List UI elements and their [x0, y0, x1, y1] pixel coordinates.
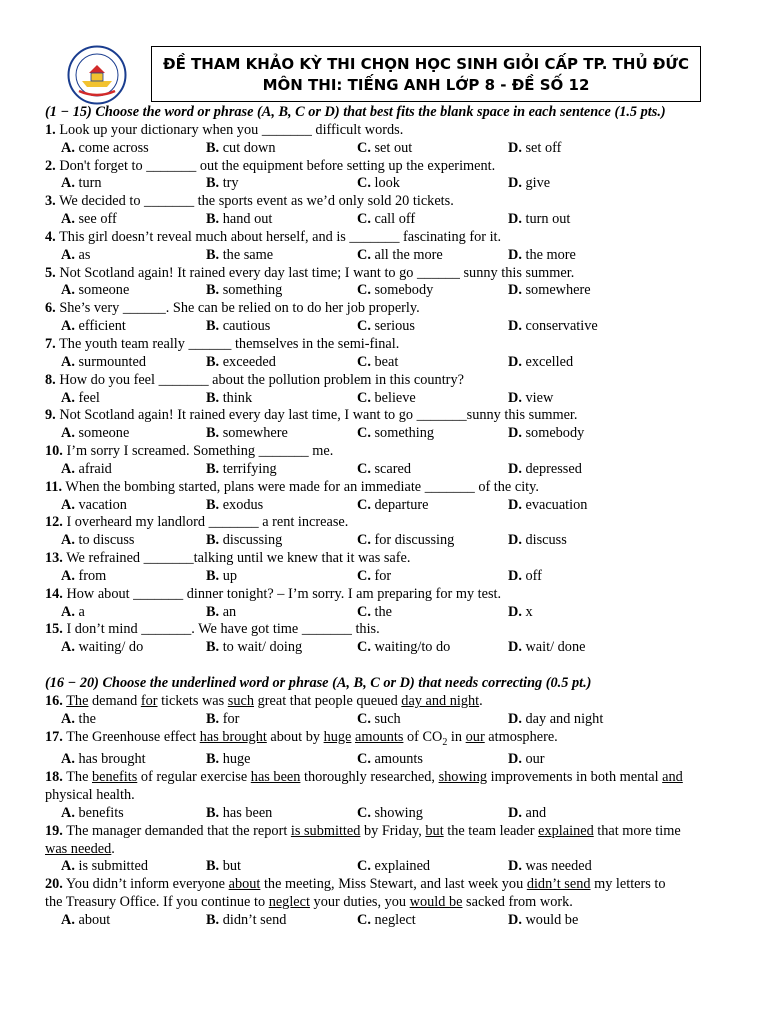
option-c[interactable]: C. amounts: [357, 751, 423, 768]
answer-options: [45, 211, 724, 229]
option-b[interactable]: B. cautious: [206, 318, 271, 335]
option-a[interactable]: A. surmounted: [61, 353, 146, 370]
option-a[interactable]: A. from: [61, 567, 107, 584]
exam-title: ĐỀ THAM KHẢO KỲ THI CHỌN HỌC SINH GIỎI CẤP TP. THỦ ĐỨC: [163, 55, 689, 73]
option-a[interactable]: A. to discuss: [61, 532, 135, 549]
question-number: 9.: [45, 407, 56, 424]
option-d[interactable]: D. our: [508, 751, 545, 768]
question-text: How about _______ dinner tonight? – I’m sorry. I am preparing for my test.: [66, 585, 502, 602]
answer-options: [45, 639, 724, 657]
option-c[interactable]: C. all the more: [357, 246, 443, 263]
underlined-option-b: for: [140, 693, 158, 709]
option-a[interactable]: A. has brought: [61, 751, 146, 768]
underlined-option-c: showing: [438, 769, 488, 786]
section1-instruction: (1 − 15) Choose the word or phrase (A, B, C or D) that best fits the blank space in each sentence (1.5 pts.): [45, 104, 666, 120]
question-19: 19. The manager demanded that the report is submitted by Friday, but the team leader explained that more time: [45, 822, 681, 839]
answer-options: [45, 751, 724, 769]
underlined-option-d: was needed: [45, 840, 112, 857]
option-d[interactable]: D. and: [508, 804, 547, 821]
answer-options: [45, 318, 724, 336]
answer-options: [45, 912, 724, 930]
option-d[interactable]: D. turn out: [508, 211, 571, 228]
option-d[interactable]: D. x: [508, 603, 533, 620]
underlined-option-d: and: [662, 769, 683, 786]
option-c[interactable]: C. believe: [357, 389, 416, 406]
exam-subtitle: MÔN THI: TIẾNG ANH LỚP 8 - ĐỀ SỐ 12: [262, 76, 590, 94]
answer-options: [45, 568, 724, 586]
option-b[interactable]: B. hand out: [206, 211, 273, 228]
option-c[interactable]: C. set out: [357, 139, 413, 156]
question-9: [45, 407, 724, 425]
option-b[interactable]: B. to wait/ doing: [206, 639, 303, 656]
question-text: We refrained _______talking until we knew that it was safe.: [66, 550, 411, 567]
question-text: We decided to _______ the sports event as we’d only sold 20 tickets.: [59, 193, 454, 210]
option-b[interactable]: B. but: [206, 858, 241, 875]
option-b[interactable]: B. huge: [206, 751, 251, 768]
option-d[interactable]: D. set off: [508, 139, 562, 156]
option-b[interactable]: B. something: [206, 282, 283, 299]
question-text: Don't forget to _______ out the equipment before setting up the experiment.: [59, 157, 496, 174]
question-text: I’m sorry I screamed. Something _______ me.: [66, 443, 334, 460]
option-c[interactable]: C. beat: [357, 353, 399, 370]
option-d[interactable]: D. day and night: [508, 710, 604, 727]
answer-options: [45, 461, 724, 479]
question-14: [45, 586, 724, 604]
question-text: Not Scotland again! It rained every day last time, I want to go _______sunny this summer.: [59, 407, 578, 424]
option-a[interactable]: A. afraid: [61, 460, 112, 477]
question-number: 17.: [45, 728, 63, 745]
question-2: [45, 158, 724, 176]
option-c[interactable]: C. the: [357, 603, 392, 620]
option-b[interactable]: B. cut down: [206, 139, 276, 156]
option-d[interactable]: D. give: [508, 175, 551, 192]
answer-options: [45, 140, 724, 158]
underlined-option-c: neglect: [268, 894, 310, 911]
option-d[interactable]: D. view: [508, 389, 554, 406]
option-c[interactable]: C. showing: [357, 804, 423, 821]
option-d[interactable]: D. off: [508, 567, 542, 584]
option-b[interactable]: B. somewhere: [206, 425, 288, 442]
underlined-option-a: has brought: [199, 728, 267, 745]
option-b[interactable]: B. an: [206, 603, 237, 620]
option-a[interactable]: A. turn: [61, 175, 102, 192]
question-19-continued: was needed.: [45, 840, 115, 857]
answer-options: [45, 282, 724, 300]
answer-options: [45, 425, 724, 443]
question-18-continued: physical health.: [45, 787, 135, 804]
option-c[interactable]: C. for: [357, 567, 392, 584]
question-12: [45, 514, 724, 532]
question-number: 2.: [45, 157, 56, 174]
question-18: 18. The benefits of regular exercise has been thoroughly researched, showing improvements in both mental and: [45, 769, 683, 786]
option-d[interactable]: D. conservative: [508, 318, 598, 335]
option-d[interactable]: D. evacuation: [508, 496, 588, 513]
question-text: I overheard my landlord _______ a rent increase.: [66, 514, 349, 531]
question-20-continued: the Treasury Office. If you continue to neglect your duties, you would be sacked from work.: [45, 894, 573, 911]
underlined-option-d: our: [465, 728, 485, 745]
question-20: 20. You didn’t inform everyone about the meeting, Miss Stewart, and last week you didn’t send my letters to: [45, 876, 666, 893]
answer-options: [45, 354, 724, 372]
option-a[interactable]: A. see off: [61, 211, 117, 228]
option-a[interactable]: A. vacation: [61, 496, 127, 513]
option-b[interactable]: B. has been: [206, 804, 273, 821]
question-number: 12.: [45, 514, 63, 531]
question-number: 14.: [45, 585, 63, 602]
option-c[interactable]: C. explained: [357, 858, 431, 875]
question-17: 17. The Greenhouse effect has brought about by huge amounts of $CO_2$ in our atmosphere.: [45, 728, 558, 748]
exam-title-box: [151, 46, 701, 102]
question-10: [45, 443, 724, 461]
answer-options: [45, 805, 724, 823]
question-number: 8.: [45, 371, 56, 388]
question-15: [45, 621, 724, 639]
question-6: [45, 300, 724, 318]
underlined-option-b: didn’t send: [526, 876, 591, 893]
underlined-option-a: benefits: [92, 769, 138, 786]
option-c[interactable]: C. something: [357, 425, 435, 442]
underlined-option-c: such: [227, 693, 255, 709]
option-b[interactable]: B. didn’t send: [206, 911, 287, 928]
option-a[interactable]: A. a: [61, 603, 85, 620]
option-d[interactable]: D. wait/ done: [508, 639, 586, 656]
question-text: The youth team really ______ themselves in the semi-final.: [59, 335, 400, 352]
question-16: 16. The demand for tickets was such great that people queued day and night.: [45, 693, 483, 709]
answer-options: [45, 497, 724, 515]
option-b[interactable]: B. try: [206, 175, 239, 192]
option-a[interactable]: A. is submitted: [61, 858, 148, 875]
answer-options: [45, 858, 724, 876]
option-c[interactable]: C. look: [357, 175, 400, 192]
question-text: When the bombing started, plans were made for an immediate _______ of the city.: [65, 478, 539, 495]
option-a[interactable]: A. the: [61, 710, 96, 727]
question-number: 13.: [45, 550, 63, 567]
option-b[interactable]: B. the same: [206, 246, 274, 263]
option-b[interactable]: B. terrifying: [206, 460, 277, 477]
answer-options: [45, 711, 724, 729]
option-d[interactable]: D. discuss: [508, 532, 567, 549]
question-text: Look up your dictionary when you _______ difficult words.: [59, 121, 404, 138]
option-d[interactable]: D. somebody: [508, 425, 585, 442]
underlined-option-c: explained: [538, 822, 594, 839]
option-a[interactable]: A. about: [61, 911, 111, 928]
option-a[interactable]: A. someone: [61, 282, 130, 299]
answer-options: [45, 247, 724, 265]
question-number: 11.: [45, 478, 63, 495]
answer-options: [45, 390, 724, 408]
option-d[interactable]: D. excelled: [508, 353, 574, 370]
question-number: 18.: [45, 769, 63, 786]
question-11: [45, 479, 724, 497]
question-1: [45, 122, 724, 140]
question-number: 4.: [45, 228, 56, 245]
option-b[interactable]: B. think: [206, 389, 253, 406]
question-5: [45, 265, 724, 283]
question-number: 7.: [45, 335, 56, 352]
question-text: Not Scotland again! It rained every day last time; I want to go ______ sunny this summer.: [59, 264, 575, 281]
question-number: 19.: [45, 822, 63, 839]
question-3: [45, 193, 724, 211]
option-b[interactable]: B. exceeded: [206, 353, 276, 370]
option-c[interactable]: C. such: [357, 710, 401, 727]
option-d[interactable]: D. the more: [508, 246, 576, 263]
underlined-option-b: has been: [250, 769, 301, 786]
option-a[interactable]: A. come across: [61, 139, 149, 156]
option-b[interactable]: B. discussing: [206, 532, 283, 549]
school-logo: [67, 45, 127, 105]
option-c[interactable]: C. scared: [357, 460, 411, 477]
question-number: 5.: [45, 264, 56, 281]
option-b[interactable]: B. exodus: [206, 496, 264, 513]
question-text: This girl doesn’t reveal much about herself, and is _______ fascinating for it.: [59, 228, 502, 245]
option-a[interactable]: A. feel: [61, 389, 100, 406]
question-text: How do you feel _______ about the pollution problem in this country?: [59, 371, 464, 388]
question-number: 20.: [45, 876, 63, 893]
underlined-option-b: huge: [323, 728, 352, 745]
exam-content: [45, 104, 724, 930]
option-d[interactable]: D. would be: [508, 911, 579, 928]
option-a[interactable]: A. someone: [61, 425, 130, 442]
question-text: I don’t mind _______. We have got time _______ this.: [66, 621, 380, 638]
option-a[interactable]: A. waiting/ do: [61, 639, 144, 656]
option-c[interactable]: C. somebody: [357, 282, 434, 299]
question-text: She’s very ______. She can be relied on to do her job properly.: [59, 300, 420, 317]
option-c[interactable]: C. neglect: [357, 911, 416, 928]
option-c[interactable]: C. waiting/to do: [357, 639, 451, 656]
question-number: 6.: [45, 300, 56, 317]
question-number: 16.: [45, 693, 63, 709]
option-c[interactable]: C. serious: [357, 318, 415, 335]
question-7: [45, 336, 724, 354]
answer-options: [45, 532, 724, 550]
question-4: [45, 229, 724, 247]
question-number: 15.: [45, 621, 63, 638]
underlined-option-a: The: [66, 693, 89, 709]
option-a[interactable]: A. efficient: [61, 318, 126, 335]
option-d[interactable]: D. was needed: [508, 858, 592, 875]
underlined-option-d: day and night: [401, 693, 480, 709]
question-number: 10.: [45, 443, 63, 460]
underlined-option-b: but: [425, 822, 444, 839]
question-number: 3.: [45, 193, 56, 210]
section2-instruction: (16 − 20) Choose the underlined word or phrase (A, B, C or D) that needs correcting (0.5 pt.): [45, 675, 592, 692]
option-a[interactable]: A. benefits: [61, 804, 124, 821]
option-b[interactable]: B. for: [206, 710, 240, 727]
question-13: [45, 550, 724, 568]
option-d[interactable]: D. somewhere: [508, 282, 591, 299]
section1-questions: [45, 122, 724, 657]
question-number: 1.: [45, 121, 56, 138]
underlined-option-a: about: [228, 876, 261, 893]
underlined-option-a: is submitted: [290, 822, 361, 839]
answer-options: [45, 604, 724, 622]
underlined-option-d: would be: [409, 894, 463, 911]
answer-options: [45, 175, 724, 193]
option-b[interactable]: B. up: [206, 567, 237, 584]
option-c[interactable]: C. for discussing: [357, 532, 455, 549]
option-c[interactable]: C. departure: [357, 496, 429, 513]
question-8: [45, 372, 724, 390]
underlined-option-c: amounts: [354, 728, 404, 745]
option-d[interactable]: D. depressed: [508, 460, 582, 477]
option-a[interactable]: A. as: [61, 246, 91, 263]
option-c[interactable]: C. call off: [357, 211, 416, 228]
